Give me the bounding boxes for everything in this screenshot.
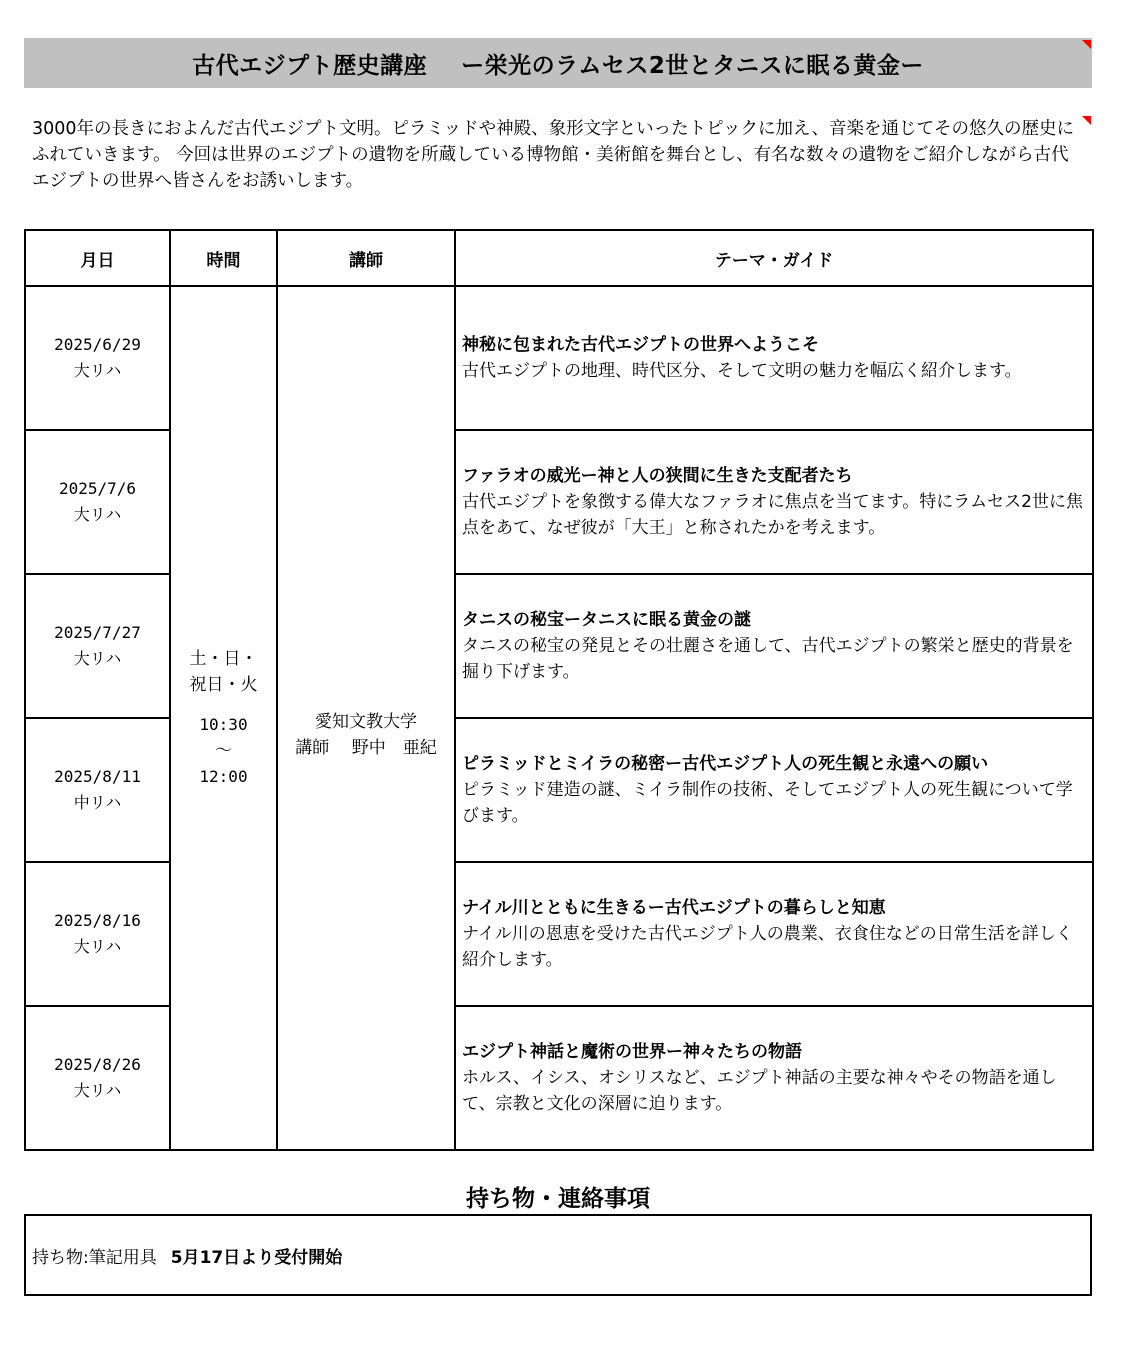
schedule-table [24, 229, 1094, 1151]
table-row [25, 286, 1093, 430]
room-value: 大リハ [73, 937, 122, 956]
date-cell [25, 718, 170, 862]
theme-cell [455, 862, 1093, 1006]
theme-desc: 古代エジプトの地理、時代区分、そして文明の魅力を幅広く紹介します。 [462, 361, 1022, 381]
lecturer-org: 愛知文教大学 [315, 712, 417, 732]
date-cell [25, 430, 170, 574]
date-cell [25, 286, 170, 430]
theme-desc: タニスの秘宝の発見とその壮麗さを通して、古代エジプトの繁栄と歴史的背景を掘り下げます。 [462, 636, 1074, 682]
theme-title: エジプト神話と魔術の世界ー神々たちの物語 [462, 1042, 802, 1062]
theme-title: タニスの秘宝ータニスに眠る黄金の謎 [462, 610, 751, 630]
lecturer-cell [277, 286, 455, 1150]
days-line1: 土・日・ [189, 649, 258, 669]
date-value: 2025/7/27 [54, 623, 141, 642]
lecturer-name: 講師 野中 亜紀 [295, 738, 437, 758]
start-time: 10:30 [199, 715, 248, 734]
header-date: 月日 [25, 230, 170, 286]
table-header-row [25, 230, 1093, 286]
theme-title: ナイル川とともに生きるー古代エジプトの暮らしと知恵 [462, 898, 886, 918]
room-value: 大リハ [73, 361, 122, 380]
time-tilde: ～ [215, 741, 232, 761]
theme-title: ピラミッドとミイラの秘密ー古代エジプト人の死生観と永遠への願い [462, 754, 989, 774]
date-cell [25, 1006, 170, 1150]
end-time: 12:00 [199, 767, 248, 786]
theme-desc: ホルス、イシス、オシリスなど、エジプト神話の主要な神々やその物語を通して、宗教と文化の深層に迫ります。 [462, 1068, 1057, 1114]
date-cell [25, 574, 170, 718]
header-time: 時間 [170, 230, 277, 286]
theme-desc: 古代エジプトを象徴する偉大なファラオに焦点を当てます。特にラムセス2世に焦点をあて、なぜ彼が「大王」と称されたかを考えます。 [462, 492, 1083, 538]
room-value: 中リハ [73, 793, 122, 812]
theme-desc: ナイル川の恩恵を受けた古代エジプト人の農業、衣食住などの日常生活を詳しく紹介します。 [462, 924, 1073, 970]
room-value: 大リハ [73, 505, 122, 524]
room-value: 大リハ [73, 1081, 122, 1100]
notes-items: 持ち物:筆記用具 [32, 1247, 157, 1268]
header-lecturer: 講師 [277, 230, 455, 286]
theme-cell [455, 286, 1093, 430]
comment-marker-icon[interactable] [1082, 40, 1091, 49]
room-value: 大リハ [73, 649, 122, 668]
time-cell [170, 286, 277, 1150]
theme-cell [455, 430, 1093, 574]
intro-text: 3000年の長きにおよんだ古代エジプト文明。ピラミッドや神殿、象形文字といったトピックに加え、音楽を通じてその悠久の歴史にふれていきます。 今回は世界のエジプトの遺物を所蔵している博物館・美術館を舞台とし、有名な数々の遺物をご紹介しながら古代エジプトの世界へ皆さんをお誘いします。 [32, 119, 1075, 191]
header-theme: テーマ・ガイド [455, 230, 1093, 286]
notes-heading: 持ち物・連絡事項 [466, 1186, 650, 1212]
theme-cell [455, 1006, 1093, 1150]
date-value: 2025/6/29 [54, 335, 141, 354]
notes-box [24, 1214, 1092, 1296]
comment-marker-icon[interactable] [1082, 116, 1091, 125]
date-value: 2025/8/26 [54, 1055, 141, 1074]
date-value: 2025/7/6 [58, 479, 137, 498]
theme-title: 神秘に包まれた古代エジプトの世界へようこそ [462, 335, 819, 355]
page-subtitle: ー栄光のラムセス2世とタニスに眠る黄金ー [461, 52, 924, 79]
date-value: 2025/8/16 [54, 911, 141, 930]
theme-cell [455, 574, 1093, 718]
date-cell [25, 862, 170, 1006]
notes-start: 5月17日より受付開始 [170, 1247, 343, 1268]
date-value: 2025/8/11 [54, 767, 141, 786]
page-title: 古代エジプト歴史講座 [192, 52, 428, 79]
days-line2: 祝日・火 [189, 675, 258, 695]
theme-desc: ピラミッド建造の謎、ミイラ制作の技術、そしてエジプト人の死生観について学びます。 [462, 780, 1073, 826]
theme-title: ファラオの威光ー神と人の狭間に生きた支配者たち [462, 466, 853, 486]
title-bar [24, 38, 1092, 88]
theme-cell [455, 718, 1093, 862]
